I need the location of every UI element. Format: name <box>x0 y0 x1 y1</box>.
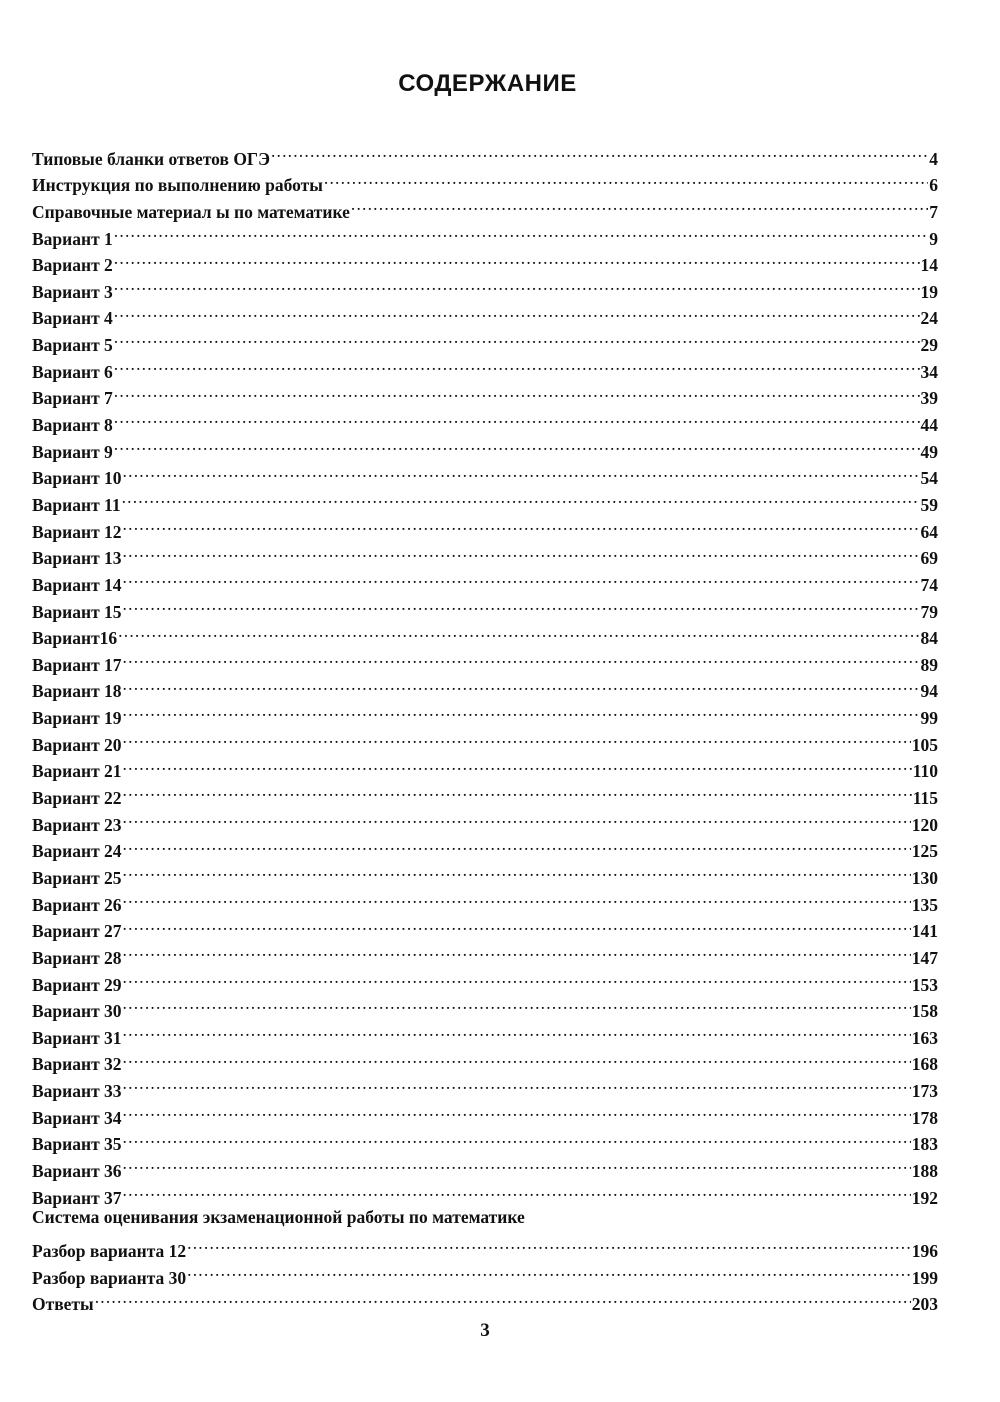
toc-entry-label: Вариант 30 <box>32 1001 122 1022</box>
toc-entry <box>32 245 938 276</box>
dot-leader <box>123 937 911 964</box>
toc-entry-page: 105 <box>911 734 938 755</box>
toc-entry-page: 203 <box>911 1294 938 1315</box>
dot-leader <box>114 271 920 298</box>
toc-entry <box>32 1177 938 1208</box>
toc-entry <box>32 618 938 649</box>
toc-entry-page: 199 <box>911 1267 938 1288</box>
toc-entry-label: Вариант 19 <box>32 708 122 729</box>
toc-entry <box>32 1124 938 1155</box>
toc-entry-label: Вариант 28 <box>32 947 122 968</box>
toc-entry <box>32 1044 938 1075</box>
toc-entry-page: 110 <box>912 761 938 782</box>
toc-entry-page: 130 <box>911 867 938 888</box>
dot-leader <box>114 404 920 431</box>
toc-entry <box>32 1284 938 1315</box>
toc-entry-page: 14 <box>920 255 938 276</box>
toc-entry <box>32 564 938 595</box>
toc-entry-label: Вариант 24 <box>32 841 122 862</box>
dot-leader <box>123 1124 911 1151</box>
toc-entry-label: Вариант 5 <box>32 335 113 356</box>
toc-entry-page: 94 <box>920 681 938 702</box>
dot-leader <box>123 724 911 751</box>
toc-entry-label: Вариант 13 <box>32 548 122 569</box>
toc-entry-page: 6 <box>929 175 938 196</box>
dot-leader <box>351 191 928 218</box>
toc-entry-page: 147 <box>911 947 938 968</box>
dot-leader <box>123 671 920 698</box>
dot-leader <box>123 511 920 538</box>
dot-leader <box>114 298 920 325</box>
dot-leader <box>123 1097 911 1124</box>
toc-entry-label: Вариант 10 <box>32 468 122 489</box>
toc-entry-page: 173 <box>911 1081 938 1102</box>
toc-entry <box>32 751 938 782</box>
dot-leader <box>187 1257 911 1284</box>
toc-entry-page: 74 <box>920 574 938 595</box>
toc-entry-label: Вариант 2 <box>32 255 113 276</box>
toc-entry-page: 24 <box>920 308 938 329</box>
toc-entry-label: Вариант 9 <box>32 441 113 462</box>
toc-entry-page: 153 <box>911 974 938 995</box>
dot-leader <box>114 218 928 245</box>
dot-leader <box>123 697 920 724</box>
toc-entry-page: 168 <box>911 1054 938 1075</box>
toc-entry <box>32 218 938 249</box>
toc-entry <box>32 1150 938 1181</box>
toc-entry <box>32 538 938 569</box>
dot-leader <box>123 591 920 618</box>
dot-leader <box>123 804 911 831</box>
toc-entry-page: 69 <box>920 548 938 569</box>
dot-leader <box>123 857 911 884</box>
dot-leader <box>123 911 911 938</box>
toc-entry-label: Вариант 35 <box>32 1134 122 1155</box>
dot-leader <box>123 751 912 778</box>
toc-entry <box>32 138 938 169</box>
toc-entry <box>32 857 938 888</box>
toc-entry-label: Вариант 11 <box>32 494 121 515</box>
toc-entry-page: 196 <box>911 1240 938 1261</box>
toc-entry-page: 44 <box>920 415 938 436</box>
dot-leader <box>123 1177 911 1204</box>
toc-entry-page: 163 <box>911 1027 938 1048</box>
dot-leader <box>123 1017 911 1044</box>
toc-entry <box>32 777 938 809</box>
table-of-contents <box>32 138 938 1315</box>
dot-leader <box>123 1150 911 1177</box>
toc-entry-label: Инструкция по выполнению работы <box>32 175 323 196</box>
toc-entry-page: 49 <box>920 441 938 462</box>
dot-leader <box>123 1070 911 1097</box>
dot-leader <box>114 324 920 351</box>
toc-entry <box>32 484 938 515</box>
toc-entry <box>32 1097 938 1128</box>
toc-entry <box>32 671 938 702</box>
toc-entry-page: 84 <box>920 628 938 649</box>
toc-entry-label: Вариант 27 <box>32 921 122 942</box>
toc-entry-label: Вариант 18 <box>32 681 122 702</box>
page-title: СОДЕРЖАНИЕ <box>398 70 577 97</box>
toc-entry <box>32 831 938 862</box>
toc-entry-page: 135 <box>911 894 938 915</box>
toc-entry <box>32 964 938 995</box>
toc-entry-label: Вариант16 <box>32 628 118 649</box>
toc-entry <box>32 298 938 329</box>
toc-entry-label: Вариант 7 <box>32 388 113 409</box>
toc-entry-label: Вариант 6 <box>32 361 113 382</box>
toc-entry-page: 178 <box>911 1107 938 1128</box>
toc-entry-page: 39 <box>920 388 938 409</box>
toc-entry-label: Вариант 3 <box>32 281 113 302</box>
toc-entry <box>32 591 938 622</box>
dot-leader <box>118 618 919 645</box>
toc-entry-label: Справочные материал ы по математике <box>32 201 350 222</box>
toc-entry <box>32 911 938 942</box>
toc-entry-page: 19 <box>920 281 938 302</box>
toc-entry-label: Вариант 17 <box>32 654 122 675</box>
toc-entry-page: 188 <box>911 1160 938 1181</box>
toc-entry-label: Разбор варианта 12 <box>32 1240 187 1261</box>
dot-leader <box>123 777 912 804</box>
toc-entry-label: Вариант 29 <box>32 974 122 995</box>
dot-leader <box>122 484 920 511</box>
dot-leader <box>114 378 920 405</box>
toc-entry-label: Вариант 8 <box>32 415 113 436</box>
dot-leader <box>324 165 928 192</box>
toc-entry <box>32 644 938 675</box>
toc-entry-label: Вариант 20 <box>32 734 122 755</box>
toc-entry <box>32 1204 938 1231</box>
toc-entry-label: Вариант 15 <box>32 601 122 622</box>
dot-leader <box>123 1044 911 1071</box>
toc-entry <box>32 458 938 489</box>
toc-entry-page: 183 <box>911 1134 938 1155</box>
dot-leader <box>123 831 911 858</box>
toc-entry-label: Вариант 37 <box>32 1187 122 1208</box>
toc-entry <box>32 324 938 356</box>
toc-entry-label: Вариант 4 <box>32 308 113 329</box>
toc-entry-label: Типовые бланки ответов ОГЭ <box>32 148 270 169</box>
toc-entry-label: Вариант 25 <box>32 867 122 888</box>
toc-entry-label: Вариант 34 <box>32 1107 122 1128</box>
toc-entry <box>32 991 938 1022</box>
toc-entry-label: Система оценивания экзаменационной работы по математике <box>32 1206 525 1227</box>
toc-entry-page: 115 <box>912 788 938 809</box>
toc-entry-page: 29 <box>920 335 938 356</box>
toc-entry-page: 120 <box>911 814 938 835</box>
dot-leader <box>114 431 920 458</box>
dot-leader <box>123 644 920 671</box>
toc-entry <box>32 431 938 462</box>
dot-leader <box>187 1230 911 1257</box>
dot-leader <box>123 884 911 911</box>
toc-entry <box>32 804 938 835</box>
toc-entry-label: Вариант 12 <box>32 521 122 542</box>
toc-entry <box>32 884 938 915</box>
toc-entry-page: 79 <box>920 601 938 622</box>
toc-entry-label: Вариант 36 <box>32 1160 122 1181</box>
toc-entry-page: 7 <box>929 201 938 222</box>
toc-entry-label: Вариант 32 <box>32 1054 122 1075</box>
toc-entry <box>32 697 938 729</box>
toc-entry <box>32 1230 938 1261</box>
toc-entry-page: 192 <box>911 1187 938 1208</box>
dot-leader <box>114 351 920 378</box>
toc-entry-page: 89 <box>920 654 938 675</box>
toc-entry-label: Вариант 31 <box>32 1027 122 1048</box>
toc-entry-label: Вариант 33 <box>32 1081 122 1102</box>
dot-leader <box>123 538 920 565</box>
dot-leader <box>123 964 911 991</box>
toc-entry-page: 4 <box>929 148 938 169</box>
toc-entry-label: Ответы <box>32 1294 94 1315</box>
toc-entry-label: Вариант 22 <box>32 788 122 809</box>
dot-leader <box>123 564 920 591</box>
toc-entry-page: 99 <box>920 708 938 729</box>
dot-leader <box>95 1284 911 1311</box>
toc-entry <box>32 1017 938 1048</box>
toc-entry <box>32 1070 938 1102</box>
toc-entry-label: Вариант 1 <box>32 228 113 249</box>
toc-entry-page: 54 <box>920 468 938 489</box>
toc-entry <box>32 724 938 755</box>
toc-entry <box>32 271 938 302</box>
dot-leader <box>271 138 928 165</box>
dot-leader <box>123 458 920 485</box>
toc-entry-page: 34 <box>920 361 938 382</box>
toc-entry-label: Разбор варианта 30 <box>32 1267 187 1288</box>
toc-entry-page: 141 <box>911 921 938 942</box>
toc-entry-page: 125 <box>911 841 938 862</box>
dot-leader <box>114 245 920 272</box>
toc-entry-page: 9 <box>929 228 938 249</box>
dot-leader <box>123 991 911 1018</box>
toc-entry <box>32 511 938 542</box>
toc-entry <box>32 378 938 409</box>
page-number: 3 <box>480 1320 490 1341</box>
toc-entry <box>32 351 938 382</box>
toc-entry <box>32 937 938 968</box>
toc-entry-label: Вариант 23 <box>32 814 122 835</box>
toc-entry-label: Вариант 26 <box>32 894 122 915</box>
toc-entry-page: 59 <box>920 494 938 515</box>
toc-entry-label: Вариант 21 <box>32 761 122 782</box>
toc-entry-page: 64 <box>920 521 938 542</box>
toc-entry <box>32 404 938 436</box>
toc-entry-page: 158 <box>911 1001 938 1022</box>
toc-entry-label: Вариант 14 <box>32 574 122 595</box>
